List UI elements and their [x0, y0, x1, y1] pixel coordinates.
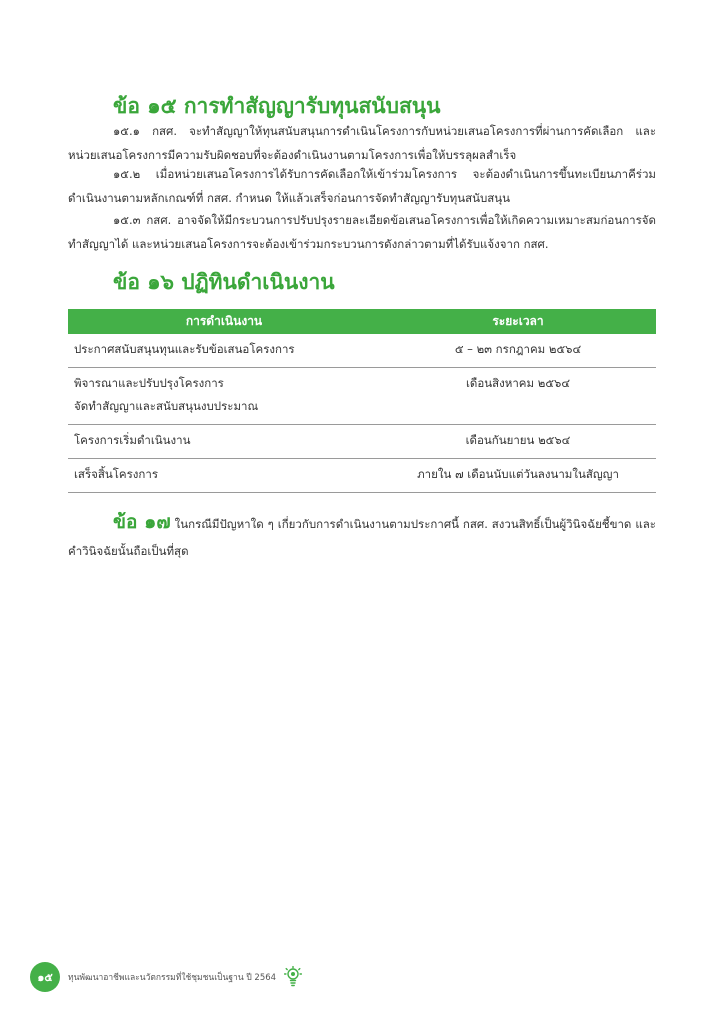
footer-text: ทุนพัฒนาอาชีพและนวัตกรรมที่ใช้ชุมชนเป็นฐาน ปี 2564 [68, 973, 277, 983]
schedule-table [68, 309, 656, 493]
clause-15-2: ๑๕.๒ เมื่อหน่วยเสนอโครงการได้รับการคัดเลือกให้เข้าร่วมโครงการ จะต้องดำเนินการขึ้นทะเบียนภาคีร่วมดำเนินงานตามหลักเกณฑ์ที่ กสศ. กำหนด ให้แล้วเสร็จก่อนการจัดทำสัญญารับทุนสนับสนุน [68, 167, 656, 205]
activity-cell [68, 425, 380, 459]
activity-text: จัดทำสัญญาและสนับสนุนงบประมาณ [74, 399, 259, 413]
section-17-label: ข้อ ๑๗ [113, 511, 171, 533]
period-cell: เดือนสิงหาคม ๒๕๖๔ [380, 368, 656, 425]
period-cell: ๕ – ๒๓ กรกฎาคม ๒๕๖๔ [380, 334, 656, 368]
section-16-title: ข้อ ๑๖ ปฏิทินดำเนินงาน [113, 270, 335, 294]
period-cell: ภายใน ๗ เดือนนับแต่วันลงนามในสัญญา [380, 459, 656, 493]
activity-cell [68, 368, 380, 425]
activity-text: พิจารณาและปรับปรุงโครงการ [74, 376, 224, 390]
section-15-title: ข้อ ๑๕ การทำสัญญารับทุนสนับสนุน [113, 94, 441, 118]
clause-15-3: ๑๕.๓ กสศ. อาจจัดให้มีกระบวนการปรับปรุงรายละเอียดข้อเสนอโครงการเพื่อให้เกิดความเหมาะสมก่อนการจัดทำสัญญาได้ และหน่วยเสนอโครงการจะต้องเข้าร่วมกระบวนการดังกล่าวตามที่ได้รับแจ้งจาก กสศ. [68, 213, 656, 251]
header-period: ระยะเวลา [380, 309, 656, 334]
section-17 [68, 509, 656, 565]
table-row [68, 334, 656, 368]
clause-15-1: ๑๕.๑ กสศ. จะทำสัญญาให้ทุนสนับสนุนการดำเนินโครงการกับหน่วยเสนอโครงการที่ผ่านการคัดเลือก และหน่วยเสนอโครงการมีความรับผิดชอบที่จะต้องดำเนินงานตามโครงการเพื่อให้บรรลุผลสำเร็จ [68, 124, 656, 162]
table-row [68, 368, 656, 425]
activity-cell [68, 334, 380, 368]
table-row [68, 425, 656, 459]
period-cell: เดือนกันยายน ๒๕๖๔ [380, 425, 656, 459]
page-footer [30, 962, 302, 992]
activity-cell [68, 459, 380, 493]
activity-text: เสร็จสิ้นโครงการ [74, 467, 159, 481]
page-number-badge: ๑๕ [30, 962, 60, 992]
section-17-text: ในกรณีมีปัญหาใด ๆ เกี่ยวกับการดำเนินงานตามประกาศนี้ กสศ. สงวนสิทธิ์เป็นผู้วินิจฉัยชี้ขาด และคำวินิจฉัยนั้นถือเป็นที่สุด [68, 517, 656, 558]
activity-text: ประกาศสนับสนุนทุนและรับข้อเสนอโครงการ [74, 342, 295, 356]
table-row [68, 459, 656, 493]
header-activity: การดำเนินงาน [68, 309, 380, 334]
lightbulb-icon [284, 966, 302, 988]
table-header-row [68, 309, 656, 334]
activity-text: โครงการเริ่มดำเนินงาน [74, 433, 191, 447]
